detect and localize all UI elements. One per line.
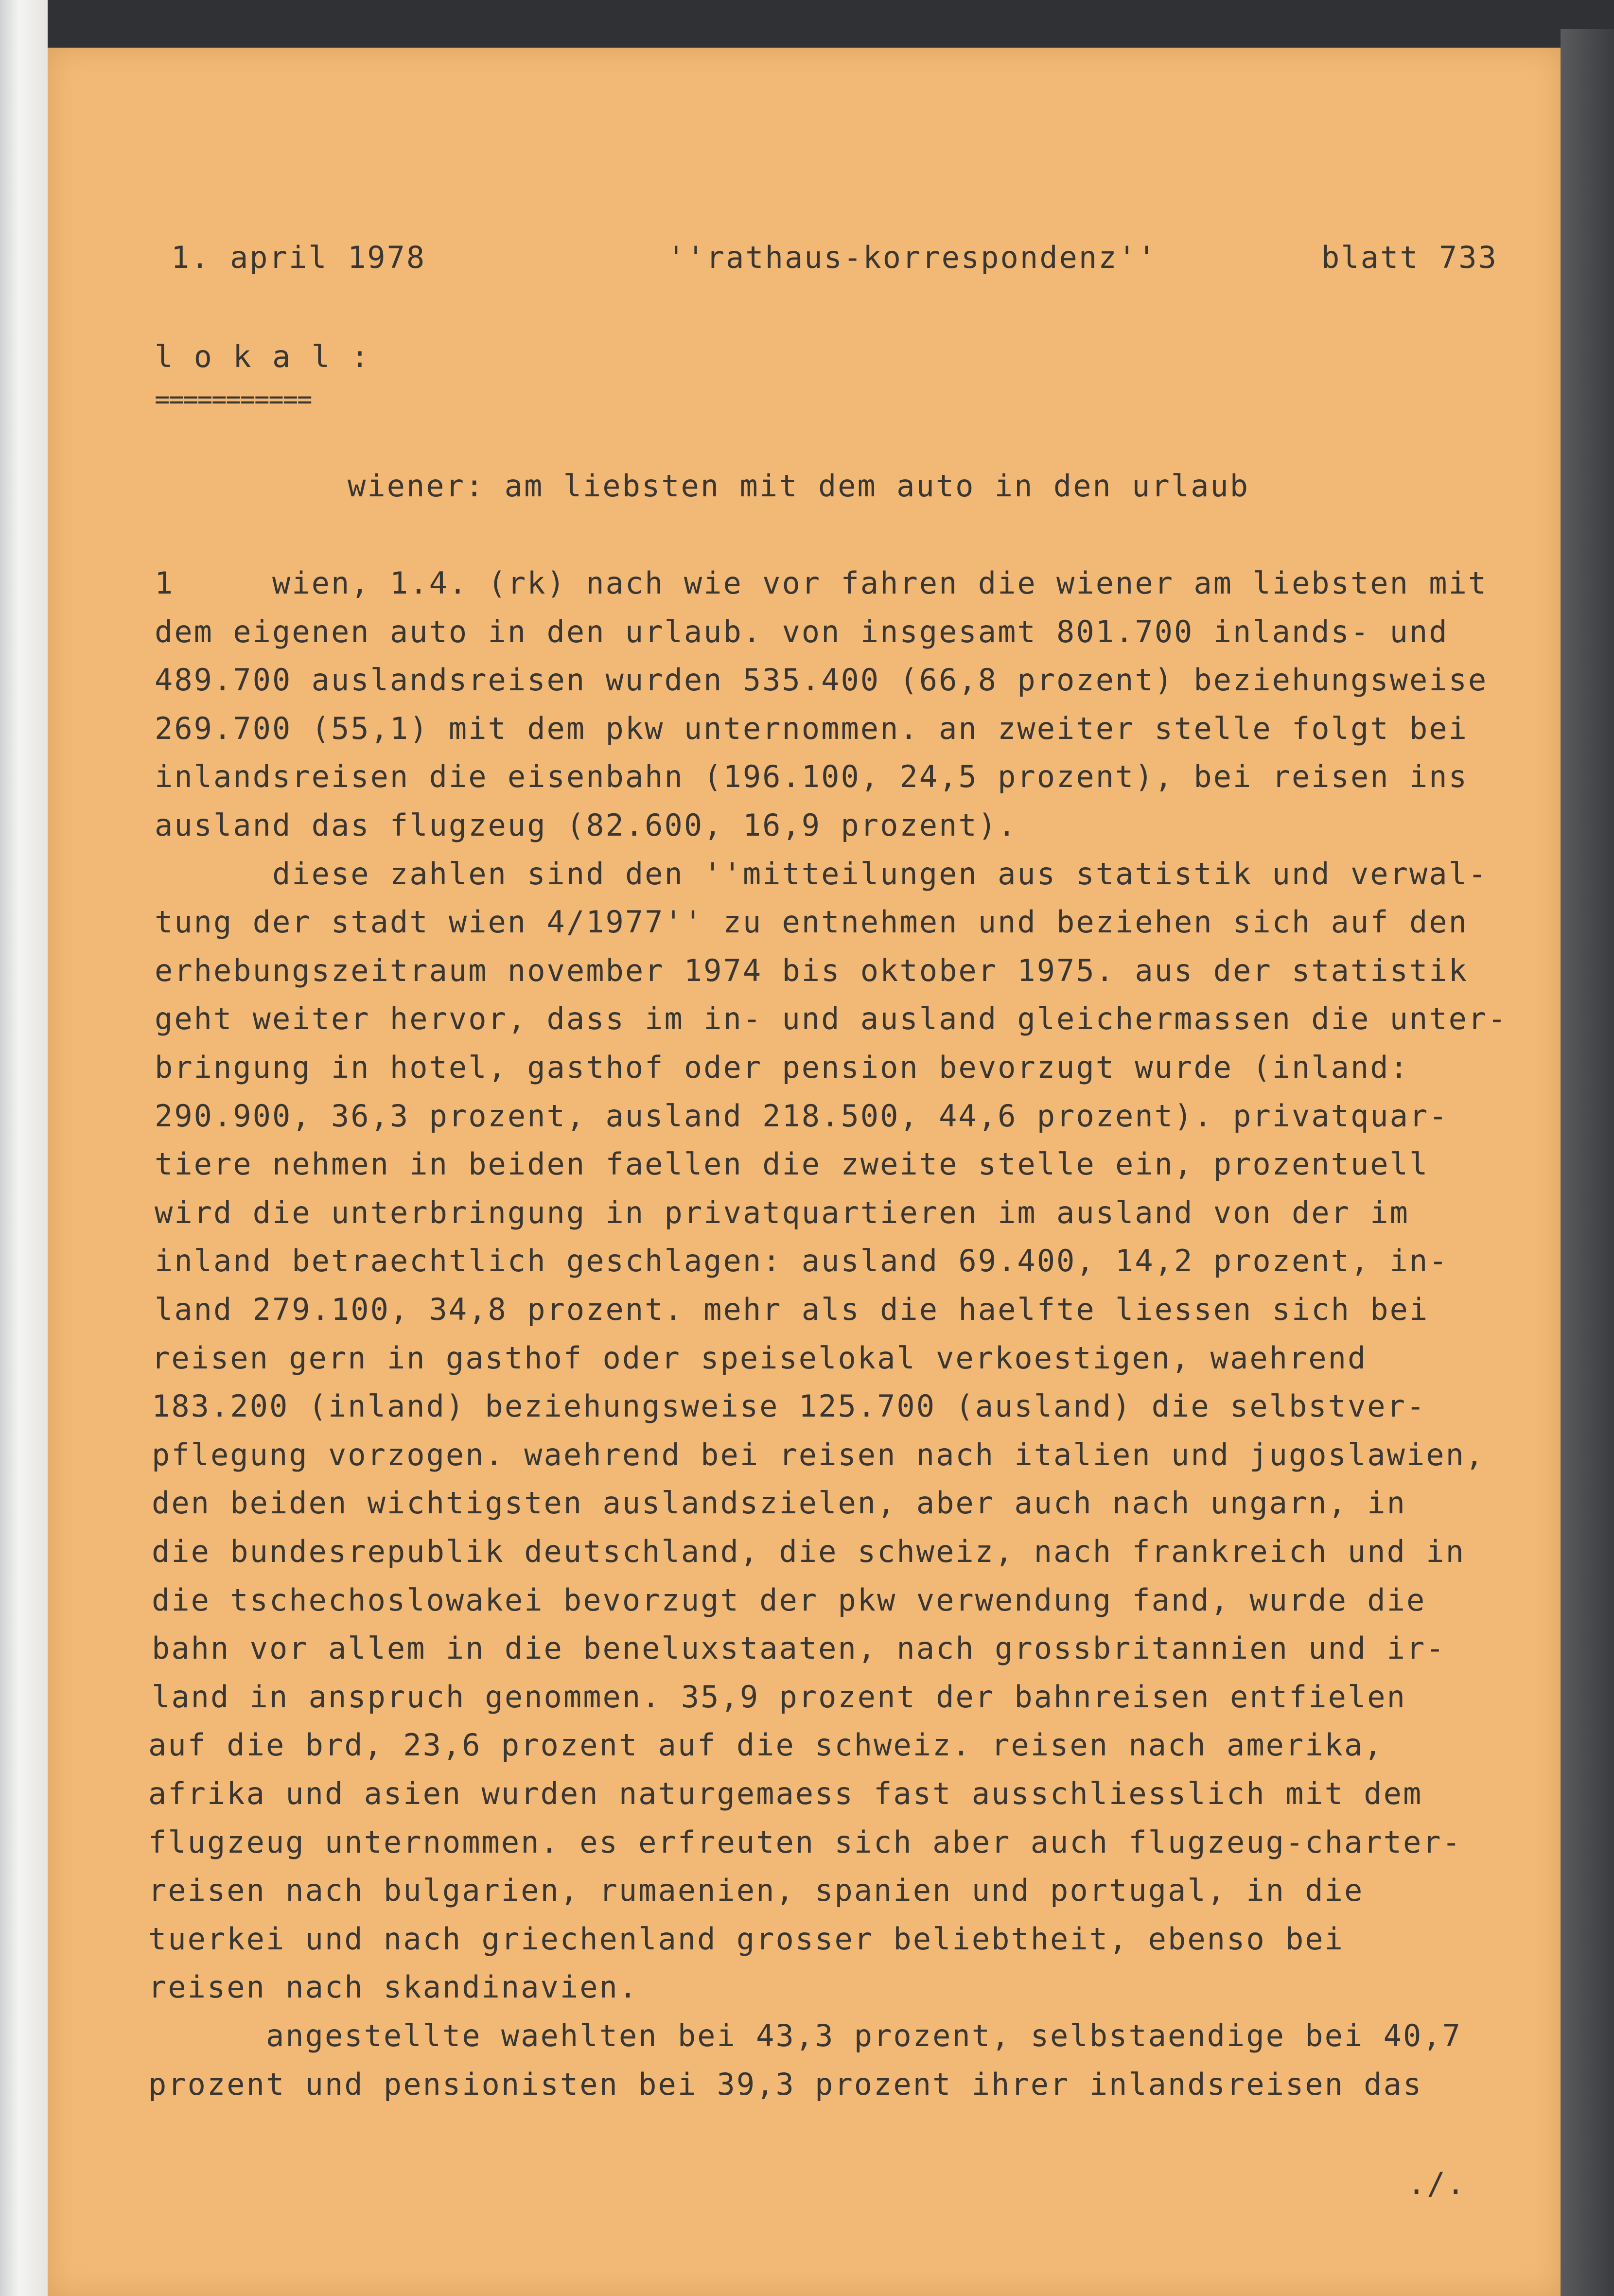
body-line: bringung in hotel, gasthof oder pension bevorzugt wurde (inland: bbox=[155, 1050, 1409, 1085]
body-line: inland betraechtlich geschlagen: ausland 69.400, 14,2 prozent, in- bbox=[155, 1243, 1449, 1279]
page-edge bbox=[0, 0, 48, 2296]
body-line: tung der stadt wien 4/1977'' zu entnehmen und beziehen sich auf den bbox=[155, 904, 1468, 940]
body-line: 489.700 auslandsreisen wurden 535.400 (66,8 prozent) beziehungsweise bbox=[155, 662, 1488, 698]
body-line: land in anspruch genommen. 35,9 prozent der bahnreisen entfielen bbox=[152, 1679, 1406, 1715]
body-line: flugzeug unternommen. es erfreuten sich aber auch flugzeug-charter- bbox=[148, 1824, 1462, 1860]
body-line: 183.200 (inland) beziehungsweise 125.700 (ausland) die selbstver- bbox=[152, 1388, 1426, 1424]
body-line: die bundesrepublik deutschland, die schweiz, nach frankreich und in bbox=[152, 1534, 1465, 1569]
header-page-number: blatt 733 bbox=[1321, 240, 1498, 275]
body-line: den beiden wichtigsten auslandszielen, aber auch nach ungarn, in bbox=[152, 1485, 1406, 1521]
body-line: diese zahlen sind den ''mitteilungen aus statistik und verwal- bbox=[155, 856, 1488, 892]
continuation-mark: ./. bbox=[1407, 2166, 1466, 2201]
body-line: 269.700 (55,1) mit dem pkw unternommen. an zweiter stelle folgt bei bbox=[155, 711, 1468, 746]
header-date: 1. april 1978 bbox=[171, 240, 426, 275]
body-line: erhebungszeitraum november 1974 bis oktober 1975. aus der statistik bbox=[155, 953, 1468, 988]
body-line: tiere nehmen in beiden faellen die zweite stelle ein, prozentuell bbox=[155, 1146, 1429, 1182]
body-line: auf die brd, 23,6 prozent auf die schweiz. reisen nach amerika, bbox=[148, 1727, 1384, 1763]
body-line: inlandsreisen die eisenbahn (196.100, 24,5 prozent), bei reisen ins bbox=[155, 759, 1468, 794]
section-underline: =========== bbox=[155, 385, 312, 414]
background-right bbox=[1561, 29, 1614, 2296]
body-line: land 279.100, 34,8 prozent. mehr als die haelfte liessen sich bei bbox=[155, 1292, 1429, 1327]
body-line: 290.900, 36,3 prozent, ausland 218.500, 44,6 prozent). privatquar- bbox=[155, 1098, 1449, 1134]
body-line: geht weiter hervor, dass im in- und ausland gleichermassen die unter- bbox=[155, 1001, 1508, 1036]
body-line: wird die unterbringung in privatquartieren im ausland von der im bbox=[155, 1195, 1409, 1230]
body-line: dem eigenen auto in den urlaub. von insgesamt 801.700 inlands- und bbox=[155, 614, 1449, 649]
body-line: ausland das flugzeug (82.600, 16,9 prozent). bbox=[155, 807, 1018, 843]
body-line: reisen nach skandinavien. bbox=[148, 1969, 639, 2005]
article-title: wiener: am liebsten mit dem auto in den urlaub bbox=[348, 468, 1250, 504]
body-line: angestellte waehlten bei 43,3 prozent, selbstaendige bei 40,7 bbox=[148, 2018, 1462, 2053]
header-publication: ''rathaus-korrespondenz'' bbox=[667, 240, 1158, 275]
body-line: tuerkei und nach griechenland grosser beliebtheit, ebenso bei bbox=[148, 1921, 1344, 1957]
body-line: die tschechoslowakei bevorzugt der pkw verwendung fand, wurde die bbox=[152, 1582, 1426, 1618]
body-line: afrika und asien wurden naturgemaess fast ausschliesslich mit dem bbox=[148, 1776, 1423, 1811]
body-line: reisen gern in gasthof oder speiselokal verkoestigen, waehrend bbox=[152, 1340, 1368, 1376]
body-line: pflegung vorzogen. waehrend bei reisen nach italien und jugoslawien, bbox=[152, 1437, 1485, 1472]
section-label: l o k a l : bbox=[155, 339, 370, 374]
body-line: prozent und pensionisten bei 39,3 prozent ihrer inlandsreisen das bbox=[148, 2067, 1423, 2102]
body-line: reisen nach bulgarien, rumaenien, spanien und portugal, in die bbox=[148, 1873, 1364, 1908]
body-line: 1 wien, 1.4. (rk) nach wie vor fahren die wiener am liebsten mit bbox=[155, 565, 1488, 601]
body-line: bahn vor allem in die beneluxstaaten, nach grossbritannien und ir- bbox=[152, 1630, 1446, 1666]
